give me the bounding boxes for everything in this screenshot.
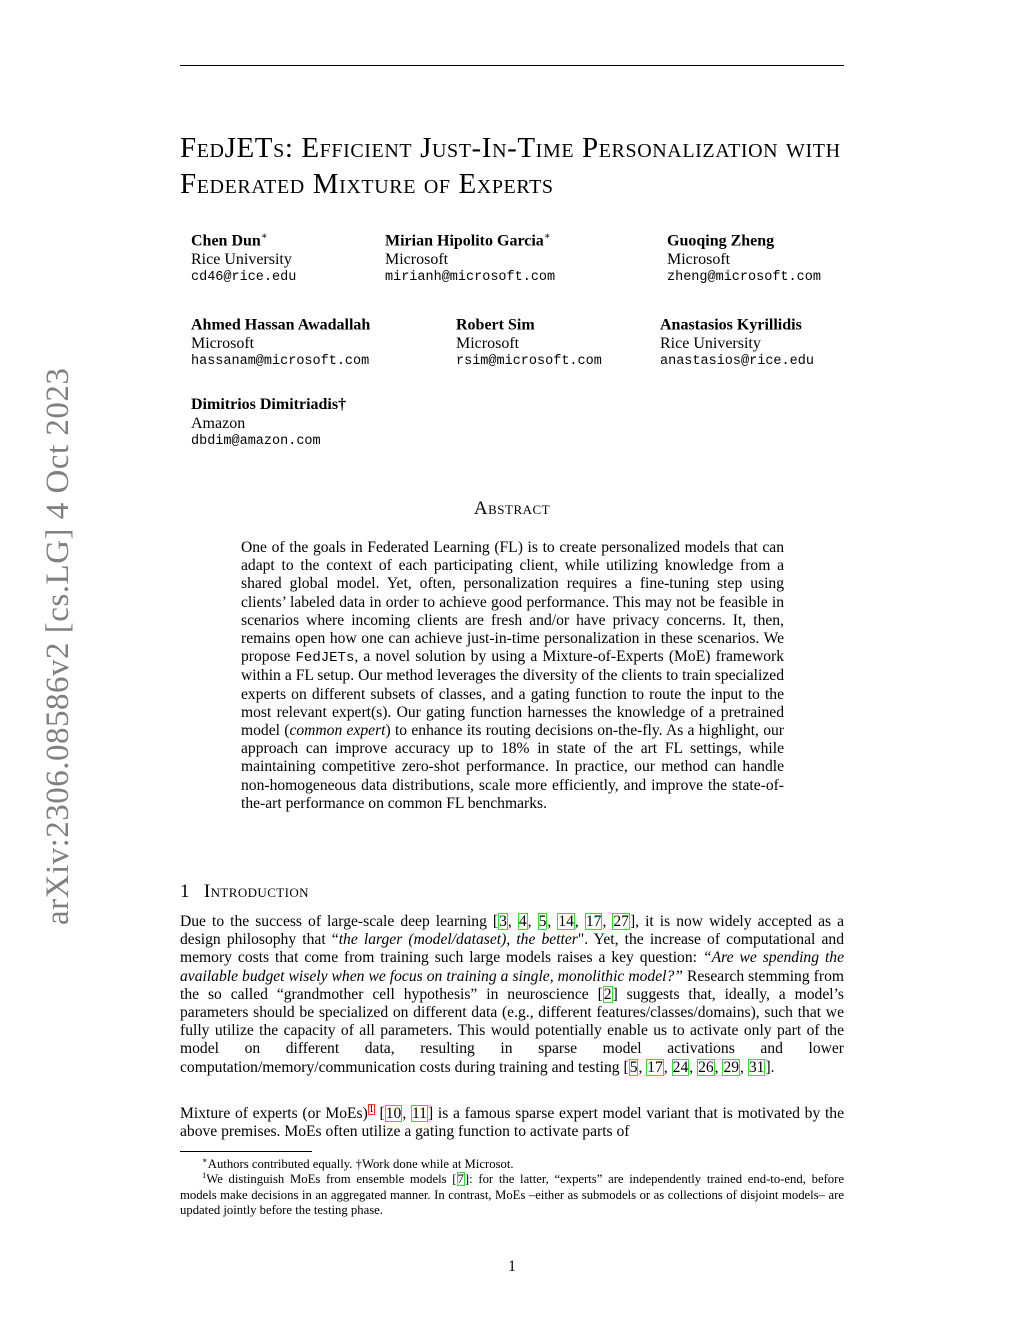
author-name: Chen Dun∗ — [191, 231, 268, 250]
citation-link[interactable]: 3 — [499, 913, 507, 930]
author-block — [191, 396, 346, 452]
citation-link[interactable]: 26 — [698, 1058, 714, 1076]
author-email[interactable]: rsim@microsoft.com — [456, 354, 602, 370]
author-block — [191, 228, 296, 288]
citation-link[interactable]: 14 — [558, 913, 574, 930]
citation-link[interactable]: 10 — [385, 1105, 402, 1122]
author-name: Mirian Hipolito Garcia∗ — [385, 231, 551, 250]
arxiv-stamp[interactable]: arXiv:2306.08586v2 [cs.LG] 4 Oct 2023 — [40, 367, 76, 925]
citation-link[interactable]: 4 — [518, 913, 527, 930]
intro-paragraph-1: Due to the success of large-scale deep learning [3, 4, 5, 14, 17, 27], it is now widely accepted as a design philosophy that “the larger (model/dataset), the better". Yet, the increase of computational and memory costs that come from training such large models raises a key question: “Are we spending the available budget wisely when we focus on training a single, monolithic model?” Research stemming from the so called “grandmother cell hypothesis” in neuroscience [2] suggests that, ideally, a model’s parameters should be specialized on different data (e.g., different features/classes/domains), such that we fully utilize the capacity of all parameters. This would potentially enable us to activate only part of the model on different data, resulting in sparse model activations and lower computation/memory/communication costs during training and testing [5, 17, 24, 26, 29, 31]. — [180, 913, 845, 1076]
footnote-2: $^1$We distinguish MoEs from ensemble models [7]: for the latter, “experts” are independently trained end-to-end, before models make decisions in an aggregated manner. In contrast, MoEs –either as submodels or as collections of disjoint models– are updated jointly before the testing phase. — [180, 1169, 844, 1218]
author-name: Guoqing Zheng — [667, 232, 775, 250]
citation-link[interactable]: 27 — [613, 913, 629, 930]
abstract-body: One of the goals in Federated Learning (FL) is to create personalized models that can adapt to the context of each participating client, while utilizing knowledge from a shared global model. Yet, often, personalization requires a fine-tuning step using clients’ labeled data in order to achieve good performance. This may not be feasible in scenarios where incoming clients are fresh and/or have privacy concerns. It, then, remains open how one can achieve just-in-time personalization in these scenarios. We propose FedJETs, a novel solution by using a Mixture-of-Experts (MoE) framework within a FL setup. Our method leverages the diversity of the clients to train specialized experts on different subsets of classes, and a gating function to route the input to the most relevant expert(s). Our gating function harnesses the knowledge of a pretrained model (common expert) to enhance its routing decisions on-the-fly. As a highlight, our approach can improve accuracy up to 18% in state of the art FL settings, while maintaining competitive zero-shot performance. In practice, our method can handle non-homogeneous data distributions, scale more efficiently, and improve the state-of-the-art performance on common FL benchmarks. — [241, 539, 784, 812]
footnote-link[interactable]: 1 — [368, 1103, 374, 1115]
author-affiliation: Rice University — [660, 334, 761, 352]
intro-paragraph-2: Mixture of experts (or MoEs)$^1$ [10, 11] is a famous sparse expert model variant that is motivated by the above premises. MoEs often utilize a gating function to activate parts of — [180, 1103, 845, 1141]
footnote-rule — [180, 1151, 312, 1152]
method-name-code: FedJETs — [295, 650, 355, 667]
citation-link[interactable]: 17 — [647, 1058, 663, 1076]
author-block — [456, 312, 602, 372]
author-email[interactable]: cd46@rice.edu — [191, 270, 297, 286]
author-name: Anastasios Kyrillidis — [660, 316, 802, 334]
citation-link[interactable]: 31 — [748, 1058, 765, 1076]
citation-link[interactable]: 7 — [457, 1172, 464, 1186]
author-block — [191, 312, 370, 372]
author-name: Dimitrios Dimitriadis† — [191, 396, 347, 413]
footnote-1: ∗Authors contributed equally. †Work done while at Microsot. — [202, 1154, 514, 1171]
top-rule — [180, 65, 844, 66]
author-block — [667, 228, 821, 288]
author-email[interactable]: anastasios@rice.edu — [660, 354, 814, 370]
author-email[interactable]: zheng@microsoft.com — [667, 270, 821, 286]
author-email[interactable]: hassanam@microsoft.com — [191, 354, 370, 370]
author-affiliation: Microsoft — [385, 250, 449, 268]
author-block — [660, 312, 814, 372]
abstract-heading: Abstract — [473, 498, 551, 519]
citation-link[interactable]: 2 — [603, 985, 612, 1003]
citation-link[interactable]: 11 — [411, 1105, 427, 1122]
citation-link[interactable]: 29 — [723, 1058, 740, 1076]
author-affiliation: Microsoft — [456, 334, 520, 352]
author-affiliation: Microsoft — [667, 250, 731, 268]
citation-link[interactable]: 17 — [585, 913, 602, 930]
page-number: 1 — [508, 1258, 516, 1275]
section-heading-introduction: 1 Introduction — [180, 881, 309, 902]
author-affiliation: Microsoft — [191, 334, 255, 352]
citation-link[interactable]: 5 — [538, 913, 547, 930]
author-affiliation: Amazon — [191, 414, 246, 432]
citation-link[interactable]: 24 — [672, 1058, 689, 1076]
author-name: Ahmed Hassan Awadallah — [191, 316, 371, 334]
author-email[interactable]: dbdim@amazon.com — [191, 434, 321, 449]
author-block — [385, 228, 555, 288]
author-affiliation: Rice University — [191, 250, 292, 268]
citation-link[interactable]: 5 — [629, 1058, 638, 1076]
paper-title: FedJETs: Efficient Just-In-Time Personalization with Federated Mixture of Experts — [180, 132, 841, 200]
author-email[interactable]: mirianh@microsoft.com — [385, 270, 556, 286]
author-name: Robert Sim — [456, 316, 535, 334]
